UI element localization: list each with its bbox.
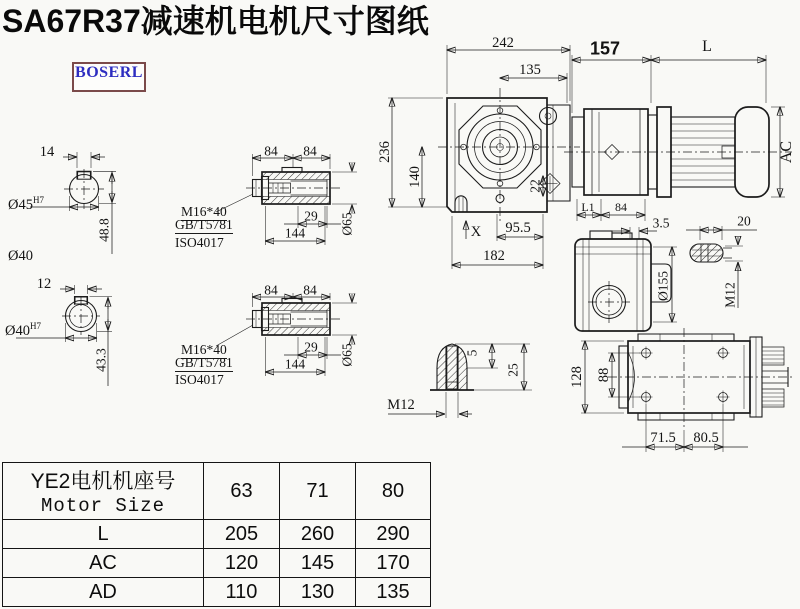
dim-plug-thread: M12 — [387, 396, 415, 413]
dim-hollow1-std-iso: ISO4017 — [175, 235, 224, 250]
dim-shaft2-key-width: 12 — [36, 275, 52, 292]
table-header-en: Motor Size — [40, 495, 166, 517]
table-row-AC — [3, 549, 431, 578]
table-row-AD — [3, 578, 431, 607]
table-header-size-71: 71 — [280, 463, 356, 520]
table-row-AC-label: AC — [3, 549, 204, 578]
dim-hollow2-dia: Ø65 — [339, 343, 355, 367]
dim-front-foot-offset: 95.5 — [505, 219, 531, 236]
dim-hollow2-seg-a: 84 — [264, 282, 278, 298]
motor-size-table — [2, 462, 431, 607]
dim-top-off-b: 80.5 — [693, 429, 719, 446]
gearbox-top-view — [581, 328, 795, 452]
brand-logo: BOSERL — [72, 62, 146, 92]
table-header-size-80: 80 — [356, 463, 431, 520]
dim-hollow2-std-gb: GB/T5781 — [175, 355, 233, 370]
dim-motor-seg: 84 — [615, 200, 627, 214]
dim-front-base-width: 182 — [483, 247, 505, 264]
dim-hollow1-seg-b: 84 — [303, 143, 317, 159]
table-row-AD-value-80: 135 — [356, 578, 431, 607]
table-row-AD-value-63: 110 — [204, 578, 280, 607]
dim-front-foot: 22 — [527, 179, 543, 193]
table-row-AC-value-71: 145 — [280, 549, 356, 578]
dim-shaft1-depth: 48.8 — [96, 218, 112, 242]
dim-plug-h2: 25 — [505, 363, 521, 377]
dim-shaft1-bore-value: Ø45 — [8, 196, 33, 213]
table-row-L-value-63: 205 — [204, 520, 280, 549]
dim-shaft1-bore — [8, 196, 44, 212]
dim-hollow1-seg-a: 84 — [264, 143, 278, 159]
dim-shaft2-bore-value: Ø40 — [5, 322, 30, 339]
table-row-L — [3, 520, 431, 549]
dim-plug-h1: 5 — [464, 349, 480, 357]
dim-hollow1-dia: Ø65 — [339, 212, 355, 236]
gearmotor-side-view — [564, 55, 792, 221]
dim-shaft1-note: Ø40 — [8, 248, 33, 264]
dim-hollow2-thread-depth: 29 — [304, 339, 318, 355]
table-row-L-label: L — [3, 520, 204, 549]
table-header-cn: YE2电机机座号 — [30, 470, 176, 493]
dim-hollow1-thread-depth: 29 — [304, 208, 318, 224]
dim-hollow1-bolt: M16*40 — [181, 204, 227, 219]
dim-motor-dia: AC — [778, 140, 795, 164]
table-header-label-cell — [3, 463, 204, 520]
dim-front-overall-height: 236 — [376, 141, 393, 163]
dim-top-bolt-span: 88 — [595, 367, 612, 383]
dim-top-off-a: 71.5 — [650, 429, 676, 446]
dim-keyway-width: 20 — [737, 213, 751, 229]
dim-shaft2-bore — [5, 322, 41, 338]
dim-hollow2-length: 144 — [284, 356, 306, 372]
dim-motor-gear-length: 157 — [589, 38, 621, 59]
table-row-AC-value-80: 170 — [356, 549, 431, 578]
dim-hollow1-std-gb: GB/T5781 — [175, 217, 233, 232]
dim-side-flange-dia: Ø155 — [655, 271, 671, 301]
dim-shaft1-key-width: 14 — [39, 143, 55, 160]
dim-shaft1-bore-tolerance: H7 — [32, 195, 44, 205]
dim-hollow2-seg-b: 84 — [303, 282, 317, 298]
dim-side-lip: 3.5 — [652, 215, 670, 231]
dim-motor-length: L — [702, 38, 712, 55]
dim-hollow2-bolt: M16*40 — [181, 342, 227, 357]
table-row-AD-label: AD — [3, 578, 204, 607]
dim-hollow2-std-iso: ISO4017 — [175, 372, 224, 387]
dim-shaft2-depth: 43.3 — [93, 348, 109, 372]
dim-front-center-height: 140 — [406, 166, 423, 188]
dim-shaft2-bore-tolerance: H7 — [29, 321, 41, 331]
dim-hollow1-length: 144 — [284, 225, 306, 241]
table-row-AC-value-63: 120 — [204, 549, 280, 578]
table-header-size-63: 63 — [204, 463, 280, 520]
gearbox-front-view — [388, 45, 580, 269]
page-title: SA67R37减速机电机尺寸图纸 — [2, 3, 429, 39]
dim-top-width: 128 — [568, 366, 585, 388]
table-row-L-value-71: 260 — [280, 520, 356, 549]
table-row-AD-value-71: 130 — [280, 578, 356, 607]
dim-keyway-thread: M12 — [722, 282, 738, 308]
table-header-row — [3, 463, 431, 520]
dim-front-overall-width: 242 — [492, 34, 514, 51]
dim-front-flange-width: 135 — [519, 61, 541, 78]
table-row-L-value-80: 290 — [356, 520, 431, 549]
dim-motor-l1: L1 — [581, 200, 595, 214]
dim-front-x-mark: X — [470, 223, 482, 240]
